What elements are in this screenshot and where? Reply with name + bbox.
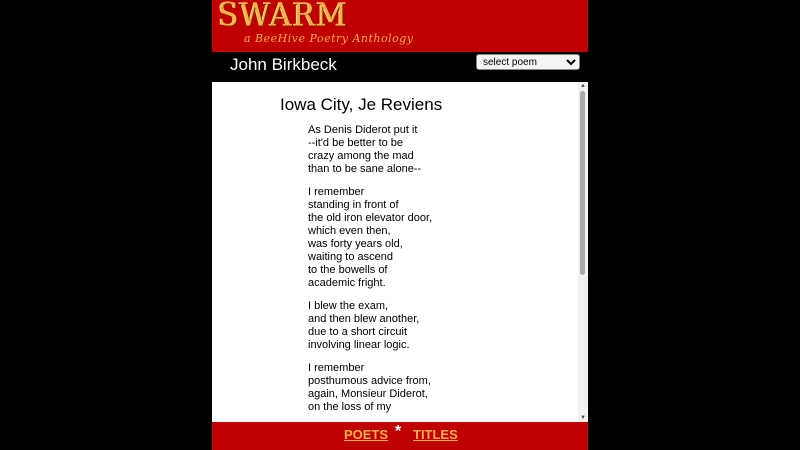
content-scrollbar[interactable] [578,82,588,422]
poem-stanza [308,362,558,414]
poem-title: Iowa City, Je Reviens [280,95,443,114]
poem-line: which even then, [308,225,391,237]
poem-line: As Denis Diderot put it [308,124,418,136]
poet-name: John Birkbeck [230,55,337,74]
poem-line: to the bowells of [308,264,388,276]
poem-line: I blew the exam, [308,300,389,312]
poem-content[interactable] [212,82,588,422]
scroll-down-arrow-icon[interactable]: ▼ [580,415,586,421]
poem-stanza [308,300,558,352]
poem-line: than to be sane alone-- [308,163,422,175]
footer-separator: * [395,423,402,440]
poem-line: again, Monsieur Diderot, [308,388,428,400]
poem-line: the old iron elevator door, [308,212,433,224]
poem-stanza [308,186,558,290]
poem-body [308,124,558,422]
poem-stanza [308,124,558,176]
poem-line: I remember [308,362,365,374]
scrollbar-thumb[interactable] [580,91,585,275]
site-logo[interactable]: SWARM [218,0,348,34]
titles-link[interactable]: TITLES [413,427,458,442]
poem-line: posthumous advice from, [308,375,431,387]
poem-line: crazy among the mad [308,150,414,162]
poem-line: involving linear logic. [308,339,410,351]
site-footer [212,422,588,450]
poem-select[interactable] [476,54,580,70]
poem-line: due to a short circuit [308,326,408,338]
poets-link[interactable]: POETS [344,427,389,442]
poem-line: I remember [308,186,365,198]
site-tagline: a BeeHive Poetry Anthology [244,32,414,45]
scroll-up-arrow-icon[interactable]: ▲ [580,83,586,89]
poet-bar [212,53,588,81]
poem-line: academic fright. [308,277,386,289]
poem-line: standing in front of [308,199,399,211]
poem-line: waiting to ascend [308,251,393,263]
poem-line: was forty years old, [308,238,403,250]
app-frame [212,0,588,450]
poem-line: on the loss of my [308,401,392,413]
site-banner [212,0,588,52]
poem-line: --it'd be better to be [308,137,404,149]
poem-line: and then blew another, [308,313,420,325]
